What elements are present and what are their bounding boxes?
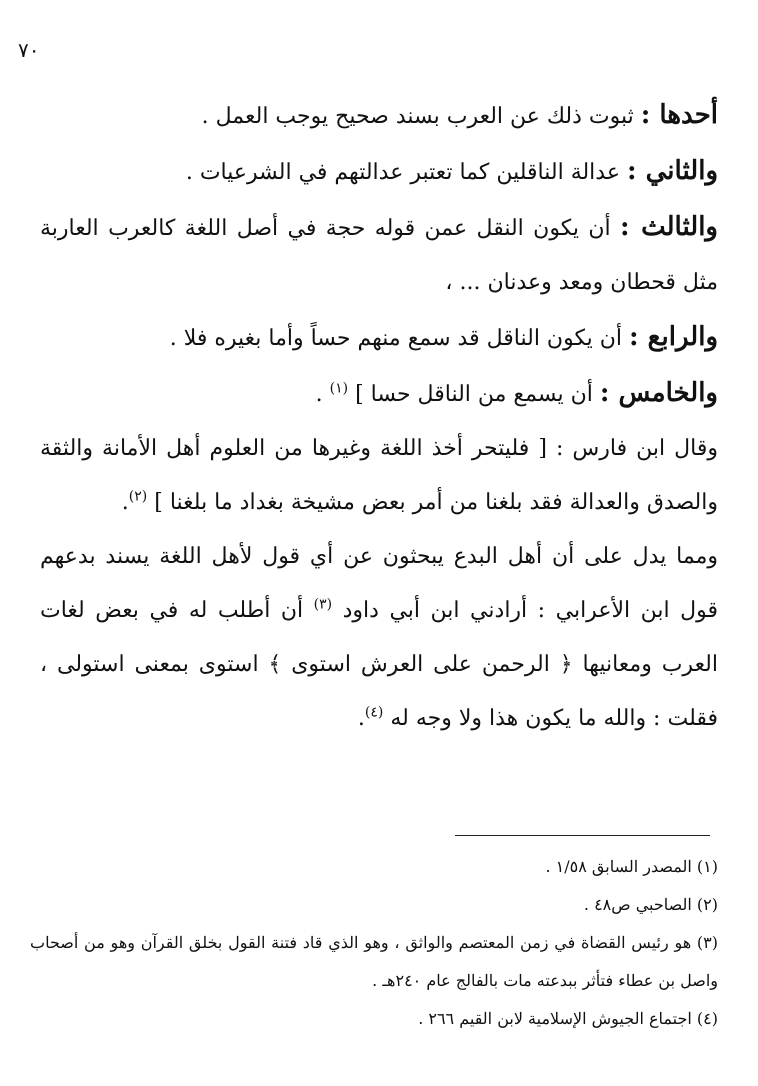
condition-term: أحدها : [640, 100, 718, 130]
footnote-marker: (١) [329, 380, 349, 397]
condition-text: عدالة الناقلين كما تعتبر عدالتهم في الشرعيات . [185, 160, 627, 185]
condition-text: أن يكون الناقل قد سمع منهم حساً وأما بغيره فلا . [169, 326, 629, 351]
footnote-2: (٢) الصاحبي ص٤٨ . [583, 895, 718, 914]
footnote-4: (٤) اجتماع الجيوش الإسلامية لابن القيم ٢٦٦ . [418, 1009, 718, 1028]
sentence-end: . [357, 706, 365, 731]
footnote-marker: (٤) [364, 704, 384, 721]
footnote-1: (١) المصدر السابق ١/٥٨ . [545, 857, 718, 876]
evidence-text-part-2: أن أطلب له في بعض لغات العرب ومعانيها ﴿ الرحمن على العرش استوى ﴾ استوى بمعنى استولى ، فقلت : والله ما يكون هذا ولا وجه له [40, 598, 718, 731]
condition-term: والخامس : [599, 378, 718, 408]
evidence-paragraph [40, 530, 718, 746]
footnote-marker: (٢) [128, 488, 148, 505]
condition-text: أن يكون النقل عمن قوله حجة في أصل اللغة كالعرب العاربة مثل قحطان ومعد وعدنان ... ، [40, 216, 718, 295]
page-number: ٧٠ [18, 38, 40, 62]
sentence-end: . [121, 490, 129, 515]
condition-text: ثبوت ذلك عن العرب بسند صحيح يوجب العمل . [201, 104, 641, 129]
sentence-end: . [315, 382, 330, 407]
condition-term: والثالث : [620, 212, 718, 242]
condition-term: والرابع : [629, 322, 718, 352]
footnote-marker: (٣) [313, 596, 333, 613]
condition-term: والثاني : [626, 156, 718, 186]
quote-text: وقال ابن فارس : [ فليتحر أخذ اللغة وغيرها من العلوم أهل الأمانة والثقة والصدق والعدالة فقد بلغنا من أمر بعض مشيخة بغداد ما بلغنا ] [40, 436, 718, 515]
condition-4 [40, 310, 718, 366]
footnote-divider [455, 835, 710, 836]
condition-1 [40, 88, 718, 144]
condition-text: أن يسمع من الناقل حسا ] [355, 382, 600, 407]
evidence-text-part-1: ومما يدل على أن أهل البدع يبحثون عن أي قول لأهل اللغة يسند بدعهم قول ابن الأعرابي : أرادني ابن أبي داود [40, 544, 718, 623]
condition-5 [40, 366, 718, 422]
main-text [40, 88, 718, 746]
footnote-3: (٣) هو رئيس القضاة في زمن المعتصم والواثق ، وهو الذي قاد فتنة القول بخلق القرآن وهو من أصحاب واصل بن عطاء فتأثر ببدعته مات بالفالج عام ٢٤٠هـ . [30, 933, 718, 990]
condition-3 [40, 200, 718, 310]
condition-2 [40, 144, 718, 200]
footnotes [30, 848, 718, 1038]
quote-paragraph [40, 422, 718, 530]
